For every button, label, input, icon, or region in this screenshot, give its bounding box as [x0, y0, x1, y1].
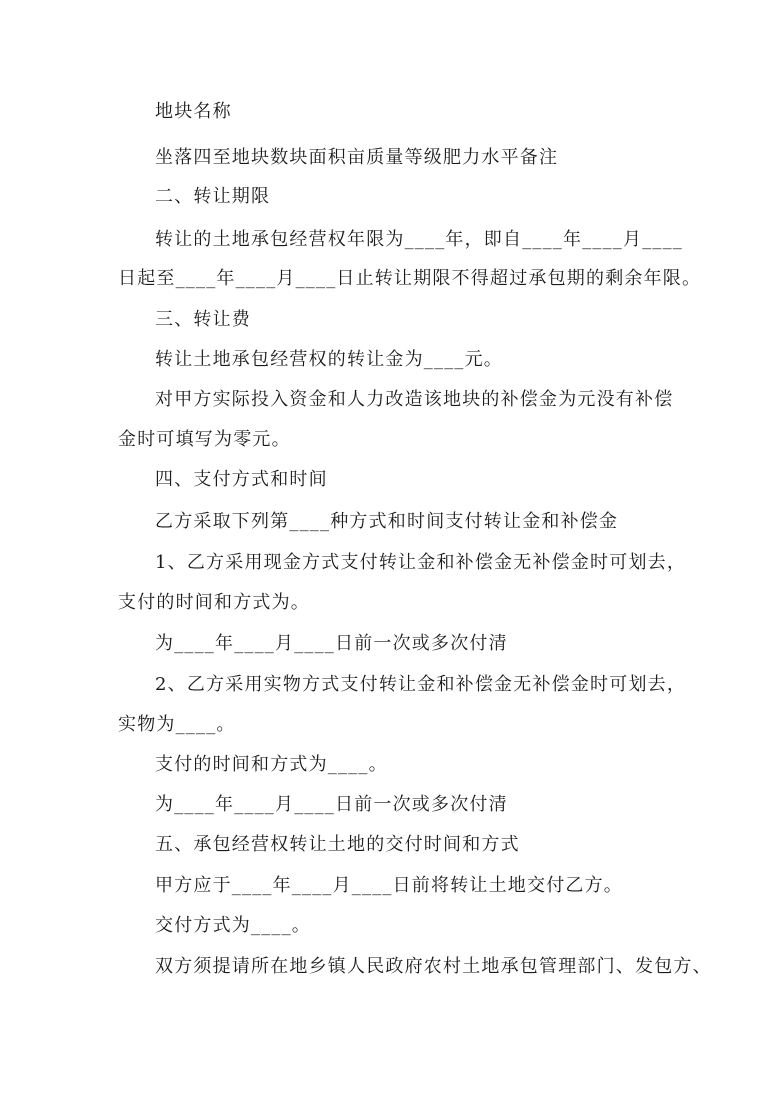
text-line: 双方须提请所在地乡镇人民政府农村土地承包管理部门、发包方、: [155, 956, 712, 977]
text-line: 实物为____。: [118, 714, 236, 735]
text-line: 金时可填写为零元。: [118, 429, 291, 450]
text-line: 为____年____月____日前一次或多次付清: [155, 633, 508, 654]
text-line: 转让土地承包经营权的转让金为____元。: [155, 349, 503, 370]
text-line: 坐落四至地块数块面积亩质量等级肥力水平备注: [155, 147, 559, 168]
section-heading: 四、支付方式和时间: [155, 469, 328, 490]
section-heading: 三、转让费: [155, 309, 251, 330]
text-line: 支付的时间和方式为____。: [155, 754, 388, 775]
text-line: 支付的时间和方式为。: [118, 592, 310, 613]
text-line: 甲方应于____年____月____日前将转让土地交付乙方。: [155, 875, 623, 896]
section-heading: 二、转让期限: [155, 186, 271, 207]
text-line: 为____年____月____日前一次或多次付清: [155, 794, 508, 815]
text-line: 日起至____年____月____日止转让期限不得超过承包期的剩余年限。: [118, 268, 702, 289]
text-line: 1、乙方采用现金方式支付转让金和补偿金无补偿金时可划去，: [155, 552, 687, 573]
text-line: 2、乙方采用实物方式支付转让金和补偿金无补偿金时可划去，: [155, 674, 687, 695]
text-line: 乙方采取下列第____种方式和时间支付转让金和补偿金: [155, 511, 619, 532]
text-line: 转让的土地承包经营权年限为____年，即自____年____月____: [155, 229, 683, 250]
text-line: 交付方式为____。: [155, 915, 311, 936]
text-line: 对甲方实际投入资金和人力改造该地块的补偿金为元没有补偿: [155, 389, 674, 410]
section-heading: 五、承包经营权转让土地的交付时间和方式: [155, 834, 520, 855]
text-line: 地块名称: [155, 101, 232, 122]
